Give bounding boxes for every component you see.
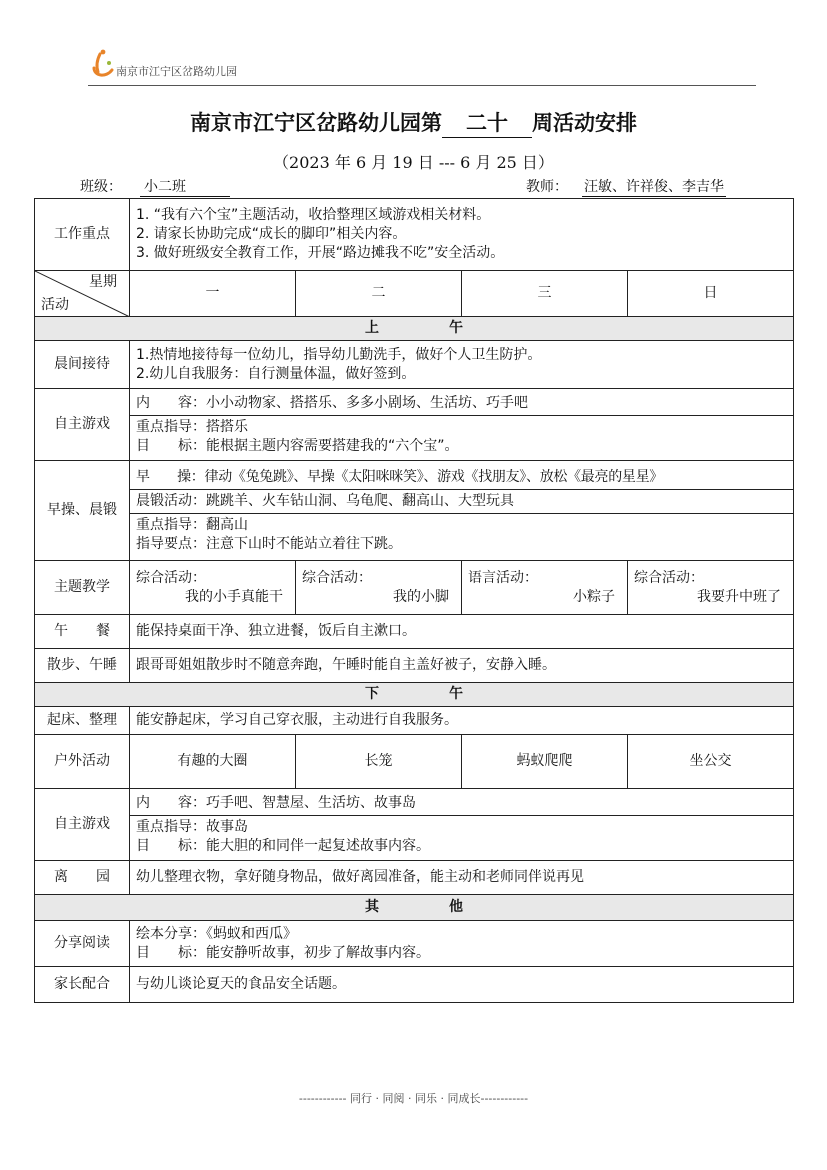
section-others: 其 他 (35, 895, 794, 921)
reception-label: 晨间接待 (35, 341, 130, 389)
section-row (35, 895, 794, 921)
teacher-value: 汪敏、许祥俊、李吉华 (582, 176, 726, 197)
focus-item: 1. “我有六个宝”主题活动，收拾整理区域游戏相关材料。 (136, 207, 491, 223)
parents-content: 与幼儿谈论夏天的食品安全话题。 (130, 967, 794, 1003)
exercise-tips: 指导要点：注意下山时不能站立着往下跳。 (136, 535, 402, 552)
morning-exercise: 早 操：律动《兔兔跳》、早操《太阳咪咪笑》、游戏《找朋友》、放松《最亮的星星》 (130, 466, 793, 490)
exercise-detail (130, 514, 793, 556)
teacher-label: 教师： (526, 179, 568, 195)
page-title (0, 107, 827, 138)
focus-item: 2. 请家长协助完成“成长的脚印”相关内容。 (136, 226, 407, 242)
class-label: 班级： (80, 179, 122, 195)
kindergarten-logo-icon (88, 48, 118, 80)
theme-name: 我的小手真能干 (185, 588, 283, 605)
theme-type: 综合活动： (302, 569, 372, 586)
outdoor-cell: 长笼 (296, 735, 462, 789)
day-header: 日 (628, 271, 794, 317)
reading-goal: 目 标：能安静听故事，初步了解故事内容。 (136, 944, 430, 961)
reception-line: 1.热情地接待每一位幼儿，指导幼儿勤洗手，做好个人卫生防护。 (136, 346, 542, 363)
afternoon-free-play-focus: 重点指导：故事岛 (136, 818, 248, 835)
parents-label: 家长配合 (35, 967, 130, 1003)
afternoon-free-play-content (130, 789, 794, 861)
theme-cell (462, 561, 628, 615)
page-header (88, 48, 756, 86)
theme-label: 主题教学 (35, 561, 130, 615)
day-header: 三 (462, 271, 628, 317)
activity-caption: 活动 (41, 297, 69, 313)
wakeup-label: 起床、整理 (35, 707, 130, 735)
reading-content (130, 921, 794, 967)
exercise-focus: 重点指导：翻高山 (136, 516, 248, 533)
free-play-content (130, 389, 794, 461)
afternoon-free-play-items: 内 容：巧手吧、智慧屋、生活坊、故事岛 (130, 792, 793, 816)
class-info (80, 176, 230, 197)
wakeup-row (35, 707, 794, 735)
free-play-focus: 重点指导：搭搭乐 (136, 418, 248, 435)
exercise-content (130, 461, 794, 561)
free-play-detail (130, 416, 793, 458)
outdoor-label: 户外活动 (35, 735, 130, 789)
theme-type: 综合活动： (634, 569, 704, 586)
day-header: 二 (296, 271, 462, 317)
weekday-caption: 星期 (89, 274, 117, 290)
free-play-label: 自主游戏 (35, 389, 130, 461)
date-range: （2023 年 6 月 19 日 --- 6 月 25 日） (273, 153, 554, 172)
nap-content: 跟哥哥姐姐散步时不随意奔跑，午睡时能自主盖好被子，安静入睡。 (130, 649, 794, 683)
free-play-items: 内 容：小小动物家、搭搭乐、多多小剧场、生活坊、巧手吧 (130, 392, 793, 416)
lunch-label: 午 餐 (35, 615, 130, 649)
theme-cell (628, 561, 794, 615)
leave-label: 离 园 (35, 861, 130, 895)
free-play-goal: 目 标：能根据主题内容需要搭建我的“六个宝”。 (136, 437, 459, 454)
reception-line: 2.幼儿自我服务：自行测量体温，做好签到。 (136, 365, 416, 382)
day-header: 一 (130, 271, 296, 317)
theme-name: 小粽子 (573, 588, 615, 605)
theme-row (35, 561, 794, 615)
parents-row (35, 967, 794, 1003)
outdoor-row (35, 735, 794, 789)
diagonal-header-cell (35, 271, 130, 317)
reading-book: 绘本分享：《蚂蚁和西瓜》 (136, 925, 297, 942)
focus-label: 工作重点 (35, 199, 130, 271)
title-week: 二十 (442, 107, 532, 138)
reading-label: 分享阅读 (35, 921, 130, 967)
afternoon-free-play-row (35, 789, 794, 861)
logo-text: 南京市江宁区岔路幼儿园 (116, 65, 237, 78)
theme-name: 我要升中班了 (697, 588, 781, 605)
focus-item: 3. 做好班级安全教育工作，开展“路边摊我不吃”安全活动。 (136, 245, 505, 261)
teacher-info (526, 176, 726, 197)
theme-type: 综合活动： (136, 569, 206, 586)
lunch-content: 能保持桌面干净、独立进餐，饭后自主漱口。 (130, 615, 794, 649)
morning-training: 晨锻活动：跳跳羊、火车钻山洞、乌龟爬、翻高山、大型玩具 (130, 490, 793, 514)
theme-type: 语言活动： (468, 569, 538, 586)
theme-cell (130, 561, 296, 615)
theme-name: 我的小脚 (393, 588, 449, 605)
focus-row (35, 199, 794, 271)
section-row (35, 683, 794, 707)
free-play-row (35, 389, 794, 461)
title-prefix: 南京市江宁区岔路幼儿园第 (190, 110, 442, 135)
days-header-row (35, 271, 794, 317)
section-afternoon: 下 午 (35, 683, 794, 707)
section-row (35, 317, 794, 341)
afternoon-free-play-label: 自主游戏 (35, 789, 130, 861)
afternoon-free-play-detail (130, 816, 793, 858)
page-footer: ------------ 同行 · 同阅 · 同乐 · 同成长------------ (298, 1092, 529, 1105)
schedule-table (34, 198, 794, 1003)
lunch-row (35, 615, 794, 649)
outdoor-cell: 蚂蚁爬爬 (462, 735, 628, 789)
reception-content (130, 341, 794, 389)
section-morning: 上 午 (35, 317, 794, 341)
focus-content (130, 199, 794, 271)
nap-label: 散步、午睡 (35, 649, 130, 683)
title-suffix: 周活动安排 (532, 110, 637, 135)
reading-row (35, 921, 794, 967)
wakeup-content: 能安静起床，学习自己穿衣服，主动进行自我服务。 (130, 707, 794, 735)
nap-row (35, 649, 794, 683)
leave-content: 幼儿整理衣物，拿好随身物品，做好离园准备，能主动和老师同伴说再见 (130, 861, 794, 895)
reception-row (35, 341, 794, 389)
class-value: 小二班 (140, 176, 230, 197)
leave-row (35, 861, 794, 895)
outdoor-cell: 坐公交 (628, 735, 794, 789)
afternoon-free-play-goal: 目 标：能大胆的和同伴一起复述故事内容。 (136, 837, 430, 854)
exercise-label: 早操、晨锻 (35, 461, 130, 561)
theme-cell (296, 561, 462, 615)
exercise-row (35, 461, 794, 561)
outdoor-cell: 有趣的大圈 (130, 735, 296, 789)
